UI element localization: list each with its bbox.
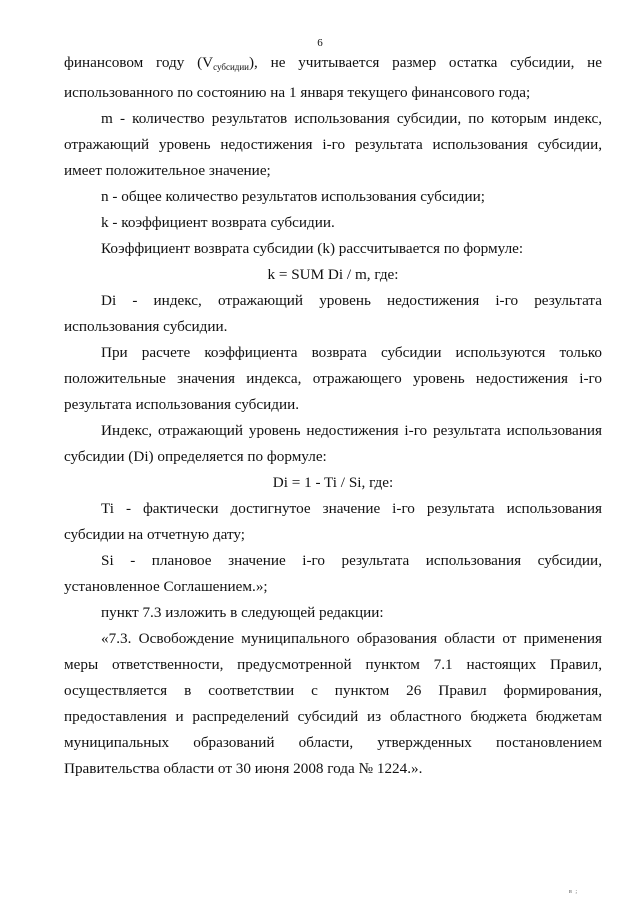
definition-di: Di - индекс, отражающий уровень недостижения i-го результата использования субсидии. [64, 292, 602, 335]
subscript-subsidy: субсидии [213, 62, 249, 72]
continuation-text-start: финансовом году (V [64, 54, 214, 71]
paragraph-positive-values: При расчете коэффициента возврата субсидии используются только положительные значения индекса, отражающего уровень недостижения i-го результата использования субсидии. [64, 344, 602, 413]
formula-di: Di = 1 - Ti / Si, где: [272, 474, 394, 491]
formula-intro-k: Коэффициент возврата субсидии (k) рассчитывается по формуле: [101, 240, 524, 257]
amendment-intro: пункт 7.3 изложить в следующей редакции: [101, 604, 384, 621]
definition-n: n - общее количество результатов использования субсидии; [101, 188, 485, 205]
definition-m: m - количество результатов использования субсидии, по которым индекс, отражающий уровень недостижения i-го результата использования субсидии, имеет положительное значение; [64, 110, 602, 179]
document-body [64, 50, 602, 782]
scan-mark: в ; [569, 889, 578, 895]
formula-k: k = SUM Di / m, где: [267, 266, 399, 283]
definition-k: k - коэффициент возврата субсидии. [101, 214, 335, 231]
clause-7-3: «7.3. Освобождение муниципального образования области от применения меры ответственности, предусмотренной пунктом 7.1 настоящих Правил, осуществляется в соответствии с пунктом 26 Правил формирования, предоставления и распределений субсидий из областного бюджета бюджетам муниципальных образований области, утвержденных постановлением Правительства области от 30 июня 2008 года № 1224.». [64, 630, 602, 777]
continuation-text-end: ), не учитывается размер остатка субсидии, не использованного по состоянию на 1 января текущего финансового года; [64, 54, 603, 101]
page-number: 6 [317, 37, 323, 49]
formula-intro-di: Индекс, отражающий уровень недостижения i-го результата использования субсидии (Di) определяется по формуле: [64, 422, 602, 465]
paragraph-continuation [64, 50, 602, 106]
definition-si: Si - плановое значение i-го результата использования субсидии, установленное Соглашением.»; [64, 552, 602, 595]
definition-ti: Ti - фактически достигнутое значение i-го результата использования субсидии на отчетную дату; [64, 500, 602, 543]
